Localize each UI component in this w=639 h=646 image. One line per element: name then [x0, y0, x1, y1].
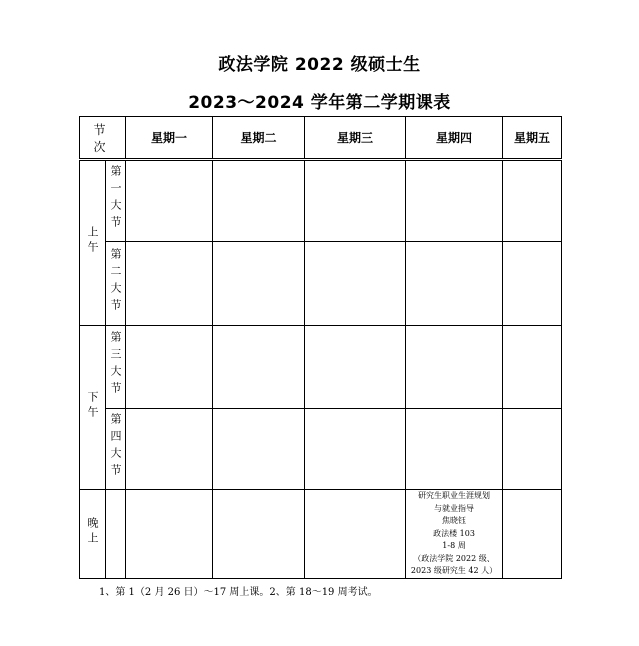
slot-4-label: 第四大节	[109, 413, 122, 481]
cell-mon-evening	[126, 490, 213, 579]
day-header-mon: 星期一	[126, 117, 213, 160]
cell-thu-evening	[406, 490, 503, 579]
cell-wed-evening	[305, 490, 406, 579]
page-title-line1: 政法学院 2022 级硕士生	[218, 55, 421, 75]
period-evening-cell	[80, 490, 106, 579]
page-title-line2: 2023～2024 学年第二学期课表	[188, 93, 451, 113]
slot-2-cell	[106, 242, 126, 326]
cell-tue-3	[213, 326, 305, 409]
cell-thu-3	[406, 326, 503, 409]
schedule-table	[79, 116, 562, 579]
evening-slot-cell	[106, 490, 126, 579]
period-morning-label: 上午	[86, 226, 99, 256]
cell-tue-2	[213, 242, 305, 326]
slot-row-3	[80, 326, 562, 409]
period-morning-cell	[80, 160, 106, 326]
cell-tue-4	[213, 409, 305, 490]
cell-wed-2	[305, 242, 406, 326]
course-weeks: 1-8 周	[442, 541, 466, 551]
day-header-thu: 星期四	[406, 117, 503, 160]
cell-tue-1	[213, 160, 305, 242]
footnote: 1、第 1（2 月 26 日）～17 周上课。2、第 18～19 周考试。	[99, 587, 378, 598]
cell-thu-2	[406, 242, 503, 326]
slot-2-label: 第二大节	[109, 247, 122, 316]
cell-fri-3	[503, 326, 562, 409]
cell-mon-2	[126, 242, 213, 326]
header-row	[80, 117, 562, 160]
corner-label: 节 次	[80, 117, 126, 160]
cell-fri-1	[503, 160, 562, 242]
course-class-line2: 2023 级研究生 42 人）	[410, 566, 498, 576]
period-afternoon-cell	[80, 326, 106, 490]
period-evening-label: 晚上	[86, 517, 99, 547]
day-header-fri: 星期五	[503, 117, 562, 160]
cell-fri-4	[503, 409, 562, 490]
cell-thu-1	[406, 160, 503, 242]
cell-wed-4	[305, 409, 406, 490]
day-header-wed: 星期三	[305, 117, 406, 160]
cell-mon-1	[126, 160, 213, 242]
course-teacher: 焦晓钰	[442, 516, 467, 526]
course-name-line2: 与就业指导	[434, 503, 475, 513]
cell-wed-3	[305, 326, 406, 409]
evening-row	[80, 490, 562, 579]
slot-4-cell	[106, 409, 126, 490]
slot-1-label: 第一大节	[109, 165, 122, 233]
course-name-line1: 研究生职业生涯规划	[418, 491, 491, 501]
slot-3-cell	[106, 326, 126, 409]
course-room: 政法楼 103	[433, 528, 475, 538]
cell-fri-2	[503, 242, 562, 326]
cell-wed-1	[305, 160, 406, 242]
cell-fri-evening	[503, 490, 562, 579]
day-header-tue: 星期二	[213, 117, 305, 160]
period-afternoon-label: 下午	[86, 390, 99, 421]
cell-mon-3	[126, 326, 213, 409]
cell-mon-4	[126, 409, 213, 490]
slot-row-2	[80, 242, 562, 326]
slot-3-label: 第三大节	[109, 331, 122, 399]
slot-row-1	[80, 160, 562, 242]
course-class-line1: （政法学院 2022 级、	[413, 553, 495, 563]
cell-thu-4	[406, 409, 503, 490]
slot-1-cell	[106, 160, 126, 242]
cell-tue-evening	[213, 490, 305, 579]
slot-row-4	[80, 409, 562, 490]
